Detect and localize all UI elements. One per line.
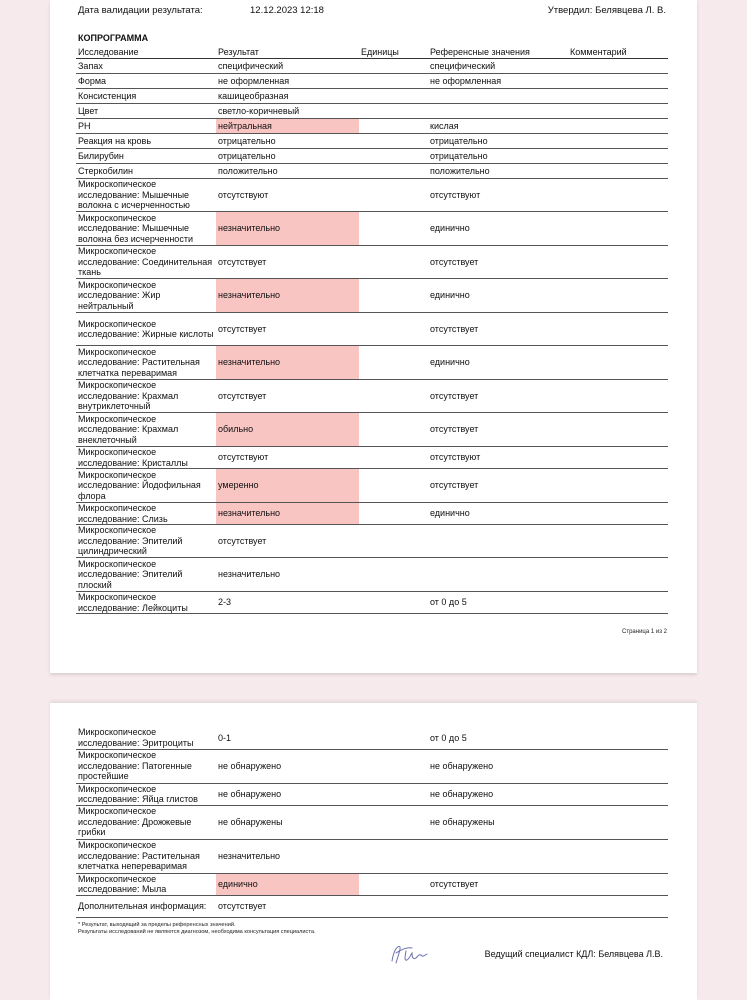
- cell-units: [359, 447, 428, 469]
- cell-test: Запах: [76, 59, 216, 74]
- cell-result: не обнаружено: [216, 749, 359, 783]
- cell-reference: [428, 839, 568, 873]
- footnote-out-of-range: * Результат, выходящий за пределы референсных значений.: [78, 922, 236, 928]
- table-row: [76, 149, 668, 164]
- report-page-2: [50, 703, 697, 1000]
- cell-result: отсутствует: [216, 313, 359, 346]
- cell-comment: [568, 503, 668, 525]
- column-header-result: Результат: [216, 47, 359, 59]
- cell-test: Билирубин: [76, 149, 216, 164]
- table-row: [76, 469, 668, 503]
- table-row: [76, 749, 668, 783]
- cell-comment: [568, 873, 668, 895]
- cell-reference: отсутствует: [428, 469, 568, 503]
- cell-test: Микроскопическое исследование: Крахмал внутриклеточный: [76, 380, 216, 413]
- cell-result: незначительно: [216, 839, 359, 873]
- table-row: [76, 503, 668, 525]
- cell-test: Стеркобилин: [76, 164, 216, 179]
- cell-result: светло-коричневый: [216, 104, 359, 119]
- cell-reference: отсутствуют: [428, 179, 568, 212]
- table-row: [76, 413, 668, 447]
- table-row: [76, 104, 668, 119]
- table-row: [76, 164, 668, 179]
- cell-comment: [568, 380, 668, 413]
- cell-result: положительно: [216, 164, 359, 179]
- cell-test: Микроскопическое исследование: Эритроциты: [76, 727, 216, 749]
- cell-test: Микроскопическое исследование: Соединительная ткань: [76, 246, 216, 279]
- cell-reference: отсутствуют: [428, 447, 568, 469]
- cell-result: 0-1: [216, 727, 359, 749]
- table-row: [76, 805, 668, 839]
- cell-units: [359, 413, 428, 447]
- table-row: [76, 89, 668, 104]
- cell-result: незначительно: [216, 279, 359, 313]
- cell-comment: [568, 447, 668, 469]
- cell-result: специфический: [216, 59, 359, 74]
- cell-units: [359, 74, 428, 89]
- cell-units: [359, 839, 428, 873]
- cell-test: Микроскопическое исследование: Мыла: [76, 873, 216, 895]
- cell-comment: [568, 783, 668, 805]
- cell-test: Микроскопическое исследование: Йодофильная флора: [76, 469, 216, 503]
- cell-result: 2-3: [216, 592, 359, 614]
- cell-comment: [568, 104, 668, 119]
- cell-comment: [568, 313, 668, 346]
- cell-result: кашицеобразная: [216, 89, 359, 104]
- cell-result: отсутствует: [216, 525, 359, 558]
- cell-reference: отрицательно: [428, 134, 568, 149]
- cell-units: [359, 727, 428, 749]
- cell-reference: [428, 89, 568, 104]
- cell-result: отсутствует: [216, 380, 359, 413]
- table-row: [76, 313, 668, 346]
- cell-comment: [568, 59, 668, 74]
- cell-units: [359, 873, 428, 895]
- table-row: [76, 839, 668, 873]
- cell-test: PH: [76, 119, 216, 134]
- cell-test: Цвет: [76, 104, 216, 119]
- cell-comment: [568, 179, 668, 212]
- validation-date-label: Дата валидации результата:: [78, 5, 203, 16]
- cell-test: Форма: [76, 74, 216, 89]
- cell-result: обильно: [216, 413, 359, 447]
- cell-units: [359, 503, 428, 525]
- cell-reference: [428, 558, 568, 592]
- table-row: [76, 873, 668, 895]
- cell-units: [359, 592, 428, 614]
- table-row: [76, 346, 668, 380]
- column-header-test: Исследование: [76, 47, 216, 59]
- cell-comment: [568, 212, 668, 246]
- cell-test: Микроскопическое исследование: Мышечные волокна без исчерченности: [76, 212, 216, 246]
- cell-units: [359, 59, 428, 74]
- cell-test: Микроскопическое исследование: Яйца глистов: [76, 783, 216, 805]
- cell-result: незначительно: [216, 212, 359, 246]
- table-row: [76, 279, 668, 313]
- cell-result: нейтральная: [216, 119, 359, 134]
- cell-test: Микроскопическое исследование: Эпителий плоский: [76, 558, 216, 592]
- cell-comment: [568, 839, 668, 873]
- cell-units: [359, 279, 428, 313]
- table-row: [76, 380, 668, 413]
- cell-reference: от 0 до 5: [428, 727, 568, 749]
- cell-result: умеренно: [216, 469, 359, 503]
- cell-result: отсутствуют: [216, 447, 359, 469]
- column-header-units: Единицы: [359, 47, 428, 59]
- table-row: [76, 74, 668, 89]
- section-title: КОПРОГРАММА: [78, 33, 149, 43]
- cell-units: [359, 134, 428, 149]
- cell-units: [359, 164, 428, 179]
- cell-comment: [568, 469, 668, 503]
- validation-date-value: 12.12.2023 12:18: [250, 5, 324, 16]
- cell-reference: специфический: [428, 59, 568, 74]
- cell-reference: [428, 104, 568, 119]
- report-page-1: [50, 0, 697, 673]
- cell-comment: [568, 119, 668, 134]
- signature-icon: [388, 941, 430, 967]
- cell-units: [359, 179, 428, 212]
- cell-comment: [568, 279, 668, 313]
- footnote-disclaimer: Результаты исследований не являются диагнозом, необходима консультация специалиста.: [78, 929, 316, 935]
- cell-units: [359, 149, 428, 164]
- cell-result: отсутствуют: [216, 179, 359, 212]
- cell-result: отсутствует: [216, 246, 359, 279]
- cell-comment: [568, 164, 668, 179]
- cell-units: [359, 895, 428, 917]
- cell-result: не обнаружены: [216, 805, 359, 839]
- cell-comment: [568, 413, 668, 447]
- cell-reference: не обнаружены: [428, 805, 568, 839]
- table-row: [76, 727, 668, 749]
- table-row: [76, 59, 668, 74]
- cell-test: Микроскопическое исследование: Эпителий цилиндрический: [76, 525, 216, 558]
- cell-result: не обнаружено: [216, 783, 359, 805]
- cell-units: [359, 89, 428, 104]
- cell-comment: [568, 89, 668, 104]
- table-row: [76, 246, 668, 279]
- cell-reference: отсутствует: [428, 246, 568, 279]
- table-row: [76, 895, 668, 917]
- cell-units: [359, 525, 428, 558]
- cell-test: Микроскопическое исследование: Патогенные простейшие: [76, 749, 216, 783]
- table-row: [76, 525, 668, 558]
- cell-test: Микроскопическое исследование: Жирные кислоты: [76, 313, 216, 346]
- cell-reference: [428, 895, 568, 917]
- table-row: [76, 447, 668, 469]
- cell-units: [359, 783, 428, 805]
- cell-reference: отсутствует: [428, 380, 568, 413]
- table-row: [76, 179, 668, 212]
- table-row: [76, 558, 668, 592]
- cell-units: [359, 749, 428, 783]
- cell-units: [359, 346, 428, 380]
- cell-test: Микроскопическое исследование: Слизь: [76, 503, 216, 525]
- cell-comment: [568, 346, 668, 380]
- page-number: Страница 1 из 2: [622, 629, 667, 635]
- cell-reference: отрицательно: [428, 149, 568, 164]
- cell-test: Микроскопическое исследование: Мышечные волокна с исчерченностью: [76, 179, 216, 212]
- cell-units: [359, 380, 428, 413]
- cell-reference: положительно: [428, 164, 568, 179]
- cell-result: незначительно: [216, 346, 359, 380]
- table-header-row: [76, 47, 668, 59]
- approved-by: Утвердил: Белявцева Л. В.: [547, 5, 666, 16]
- cell-comment: [568, 895, 668, 917]
- cell-units: [359, 805, 428, 839]
- cell-result: незначительно: [216, 503, 359, 525]
- table-row: [76, 212, 668, 246]
- cell-reference: единично: [428, 212, 568, 246]
- table-row: [76, 134, 668, 149]
- signer-name: Ведущий специалист КДЛ: Белявцева Л.В.: [484, 949, 663, 959]
- cell-comment: [568, 149, 668, 164]
- cell-comment: [568, 74, 668, 89]
- cell-units: [359, 119, 428, 134]
- cell-result: отрицательно: [216, 149, 359, 164]
- cell-test: Микроскопическое исследование: Дрожжевые грибки: [76, 805, 216, 839]
- results-table-page-1: [76, 47, 668, 614]
- cell-reference: от 0 до 5: [428, 592, 568, 614]
- cell-reference: отсутствует: [428, 413, 568, 447]
- cell-test: Микроскопическое исследование: Растительная клетчатка непереваримая: [76, 839, 216, 873]
- cell-comment: [568, 525, 668, 558]
- cell-result: незначительно: [216, 558, 359, 592]
- cell-units: [359, 313, 428, 346]
- cell-comment: [568, 558, 668, 592]
- cell-reference: единично: [428, 503, 568, 525]
- cell-reference: единично: [428, 346, 568, 380]
- cell-units: [359, 212, 428, 246]
- cell-reference: отсутствует: [428, 873, 568, 895]
- cell-result: единично: [216, 873, 359, 895]
- cell-comment: [568, 727, 668, 749]
- cell-test: Консистенция: [76, 89, 216, 104]
- column-header-comment: Комментарий: [568, 47, 668, 59]
- cell-units: [359, 558, 428, 592]
- cell-comment: [568, 134, 668, 149]
- results-table-page-2: [76, 727, 668, 918]
- cell-test: Микроскопическое исследование: Лейкоциты: [76, 592, 216, 614]
- table-row: [76, 592, 668, 614]
- cell-test: Микроскопическое исследование: Кристаллы: [76, 447, 216, 469]
- cell-units: [359, 104, 428, 119]
- cell-result: не оформленная: [216, 74, 359, 89]
- cell-test: Микроскопическое исследование: Жир нейтральный: [76, 279, 216, 313]
- cell-units: [359, 246, 428, 279]
- cell-reference: единично: [428, 279, 568, 313]
- cell-test: Реакция на кровь: [76, 134, 216, 149]
- cell-test: Дополнительная информация:: [76, 895, 216, 917]
- cell-reference: кислая: [428, 119, 568, 134]
- table-row: [76, 119, 668, 134]
- cell-result: отрицательно: [216, 134, 359, 149]
- cell-units: [359, 469, 428, 503]
- table-row: [76, 783, 668, 805]
- cell-test: Микроскопическое исследование: Растительная клетчатка переваримая: [76, 346, 216, 380]
- cell-comment: [568, 805, 668, 839]
- cell-result: отсутствует: [216, 895, 359, 917]
- cell-test: Микроскопическое исследование: Крахмал внеклеточный: [76, 413, 216, 447]
- cell-comment: [568, 246, 668, 279]
- cell-comment: [568, 592, 668, 614]
- column-header-reference: Референсные значения: [428, 47, 568, 59]
- cell-reference: [428, 525, 568, 558]
- cell-comment: [568, 749, 668, 783]
- cell-reference: не обнаружено: [428, 783, 568, 805]
- cell-reference: не обнаружено: [428, 749, 568, 783]
- cell-reference: отсутствует: [428, 313, 568, 346]
- cell-reference: не оформленная: [428, 74, 568, 89]
